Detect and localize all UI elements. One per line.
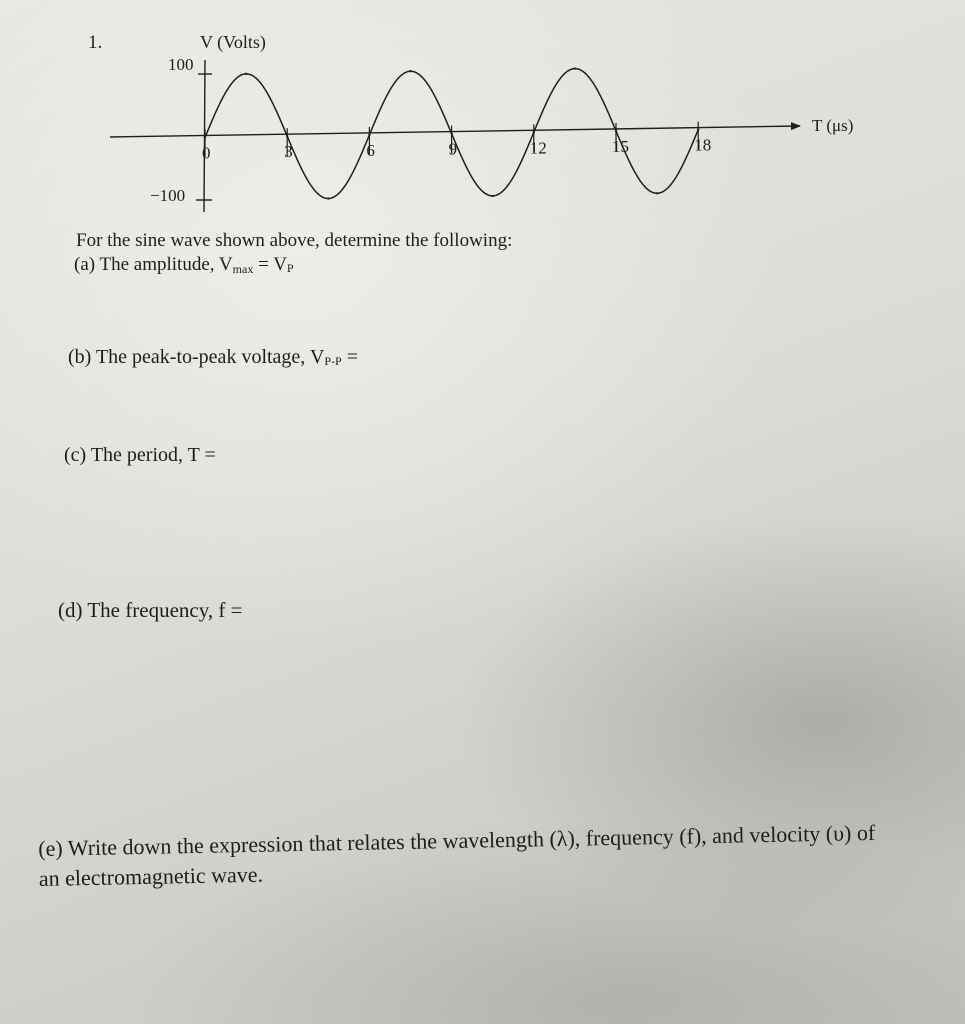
question-b-prefix: (b) The peak-to-peak voltage, V: [68, 346, 325, 368]
question-b-suffix: =: [341, 346, 359, 368]
question-c: (c) The period, T =: [64, 444, 216, 466]
y-axis-label: V (Volts): [200, 32, 266, 52]
y-tick-label-bottom: −100: [150, 186, 186, 205]
data-point: [327, 197, 329, 199]
question-b: [68, 346, 358, 369]
sine-wave-chart: [0, 0, 965, 230]
problem-number: 1.: [88, 32, 103, 53]
question-a-subscript-p: P: [286, 261, 294, 275]
data-point: [656, 192, 658, 194]
x-tick-label: 0: [202, 143, 211, 163]
question-a-subscript-max: max: [232, 262, 254, 276]
x-tick-label: 15: [612, 136, 629, 156]
question-a-prefix: (a) The amplitude, V: [74, 254, 233, 275]
x-tick-label: 12: [529, 138, 547, 158]
data-point: [492, 195, 494, 197]
data-point: [409, 70, 411, 72]
question-e-line-2: an electromagnetic wave.: [38, 861, 264, 891]
question-a: [74, 254, 294, 277]
data-point: [245, 73, 247, 75]
question-b-subscript: P-P: [324, 354, 342, 368]
x-tick-label: 6: [366, 140, 375, 160]
instructions-text: For the sine wave shown above, determine the following:: [76, 230, 513, 251]
x-tick-label: 3: [284, 142, 293, 162]
x-tick-label: 18: [694, 135, 712, 155]
x-axis-label: T (μs): [812, 116, 854, 135]
question-e-line-1: (e) Write down the expression that relates the wavelength (λ), frequency (f), and velocity (υ) of: [38, 819, 876, 861]
question-a-mid: = V: [253, 254, 287, 275]
question-e: [38, 818, 876, 894]
x-tick-label: 9: [448, 139, 458, 159]
y-tick-label-top: 100: [168, 55, 194, 74]
question-d: (d) The frequency, f =: [58, 598, 243, 622]
data-point: [574, 67, 576, 69]
